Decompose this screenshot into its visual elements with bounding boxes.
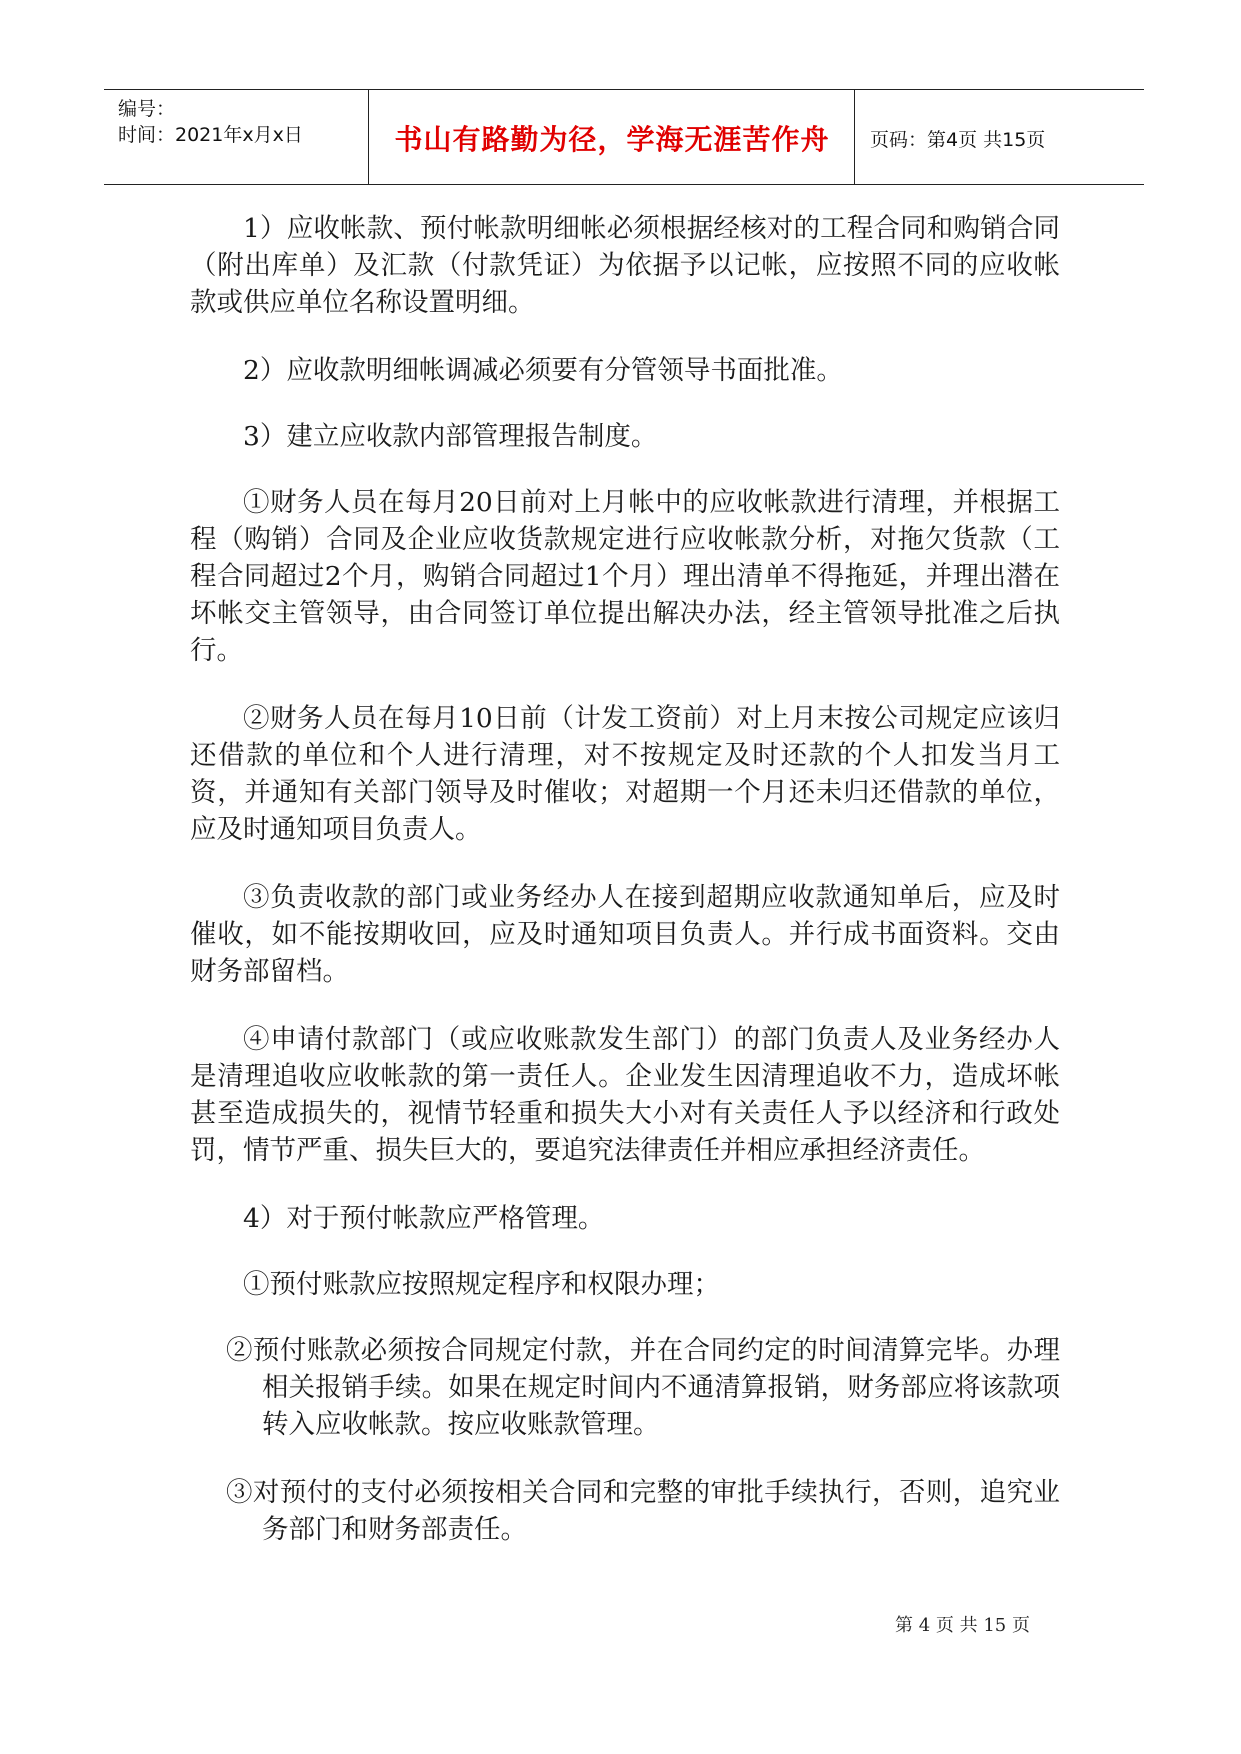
paragraph: ①财务人员在每月20日前对上月帐中的应收帐款进行清理，并根据工程（购销）合同及企业应收货款规定进行应收帐款分析，对拖欠货款（工程合同超过2个月，购销合同超过1个月）理出清单不得拖延，并理出潜在坏帐交主管领导，由合同签订单位提出解决办法，经主管领导批准之后执行。 [190, 487, 1060, 666]
motto-text: 书山有路勤为径，学海无涯苦作舟 [394, 123, 830, 156]
paragraph: ④申请付款部门（或应收账款发生部门）的部门负责人及业务经办人是清理追收应收帐款的第一责任人。企业发生因清理追收不力，造成坏帐甚至造成损失的，视情节轻重和损失大小对有关责任人予以经济和行政处罚，情节严重、损失巨大的，要追究法律责任并相应承担经济责任。 [190, 1024, 1060, 1166]
serial-number-label: 编号： [118, 98, 176, 120]
paragraph: ③负责收款的部门或业务经办人在接到超期应收款通知单后，应及时催收，如不能按期收回，应及时通知项目负责人。并行成书面资料。交由财务部留档。 [190, 882, 1060, 987]
paragraph: ①预付账款应按照规定程序和权限办理； [243, 1269, 720, 1300]
paragraph: 4）对于预付帐款应严格管理。 [243, 1203, 605, 1234]
document-body [190, 210, 1060, 1579]
paragraph: ②预付账款必须按合同规定付款，并在合同约定的时间清算完毕。办理相关报销手续。如果在规定时间内不通清算报销，财务部应将该款项转入应收帐款。按应收账款管理。 [226, 1335, 1060, 1440]
header-page-cell [856, 90, 1144, 184]
header-info-cell [104, 90, 369, 184]
paragraph: 2）应收款明细帐调减必须要有分管领导书面批准。 [243, 355, 843, 386]
page-footer: 第 4 页 共 15 页 [895, 1615, 1030, 1636]
paragraph: 1）应收帐款、预付帐款明细帐必须根据经核对的工程合同和购销合同（附出库单）及汇款（付款凭证）为依据予以记帐，应按照不同的应收帐款或供应单位名称设置明细。 [190, 213, 1060, 318]
header-motto-cell [370, 90, 855, 184]
paragraph: 3）建立应收款内部管理报告制度。 [243, 421, 658, 452]
date-label: 时间：2021年x月x日 [118, 124, 303, 146]
page-number-label: 页码：第4页 共15页 [870, 129, 1046, 151]
paragraph: ②财务人员在每月10日前（计发工资前）对上月末按公司规定应该归还借款的单位和个人进行清理，对不按规定及时还款的个人扣发当月工资，并通知有关部门领导及时催收；对超期一个月还未归还借款的单位，应及时通知项目负责人。 [190, 703, 1060, 845]
document-header [104, 89, 1144, 185]
paragraph: ③对预付的支付必须按相关合同和完整的审批手续执行，否则，追究业务部门和财务部责任。 [226, 1477, 1060, 1545]
